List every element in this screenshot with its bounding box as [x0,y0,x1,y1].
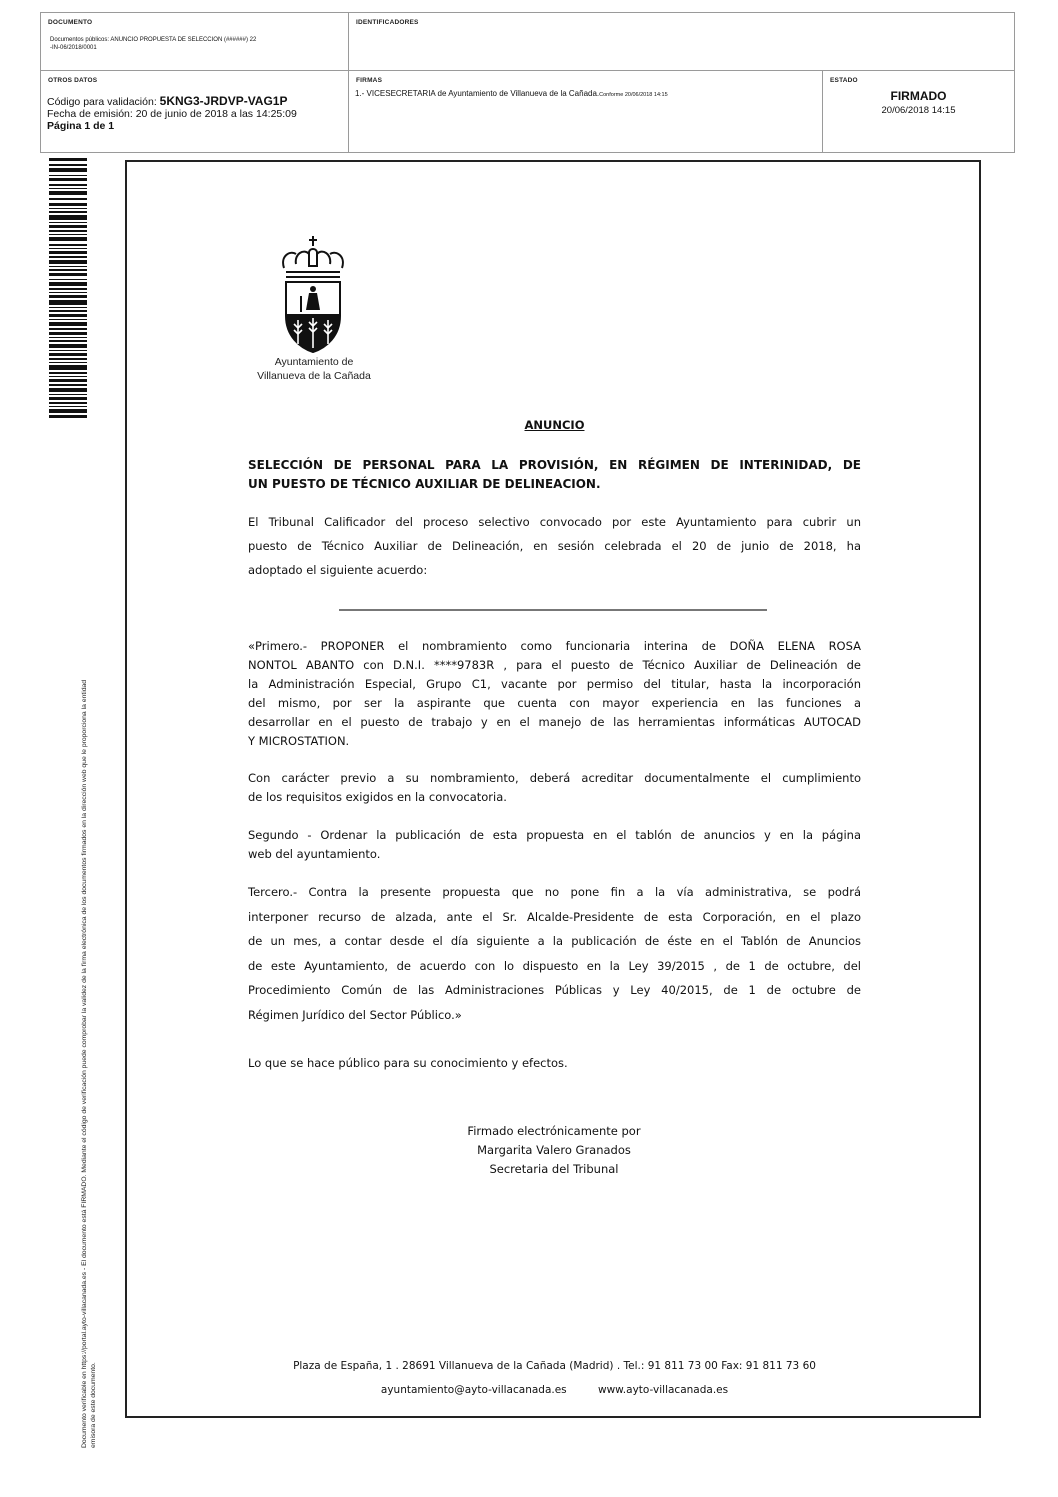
estado-cell [823,71,1014,152]
footer-web: www.ayto-villacanada.es [598,1384,729,1396]
codigo-value: 5KNG3-JRDVP-VAG1P [159,94,288,108]
paragraph-primero: «Primero.- PROPONER el nombramiento como funcionaria interina de DOÑA ELENA ROSA NONTOL ABANTO con D.N.I. ****9783R , para el puesto de Técnico Auxiliar de Delineación de la Administración Especial, Grupo C1, vacante por permiso del titular, hasta la incorporación del mismo, por ser la aspirante que cuenta con mayor experiencia en las funciones a desarrollar en el puesto de trabajo y en el manejo de las herramientas informáticas AUTOCAD Y MICROSTATION. [248,639,861,748]
pagina: Página 1 de 1 [47,120,115,132]
estado-date: 20/06/2018 14:15 [881,105,956,116]
estado-value: FIRMADO [890,89,947,103]
document-header [40,12,1015,153]
document-title: ANUNCIO [524,418,585,432]
signature-block: Firmado electrónicamente por Margarita Valero Granados Secretaria del Tribunal [467,1124,641,1176]
identificadores-cell [349,13,1014,71]
codigo-label: Código para validación: [47,96,157,108]
footer-contact [248,1384,861,1396]
footer-email: ayuntamiento@ayto-villacanada.es [380,1384,567,1396]
paragraph-tercero: Tercero.- Contra la presente propuesta que no pone fin a la vía administrativa, se podrá interponer recurso de alzada, ante el Sr. Alcalde-Presidente de esta Corporación, en el plazo de un mes, a contar desde el día siguiente a la publicación de éste en el Tablón de Anuncios de este Ayuntamiento, de acuerdo con lo dispuesto en la Ley 39/2015 , de 1 de octubre, del Procedimiento Común de las Administraciones Públicas y Ley 40/2015, de 1 de octubre de Régimen Jurídico del Sector Público.» [248,885,861,1022]
paragraph-segundo: Segundo - Ordenar la publicación de esta propuesta en el tablón de anuncios y en la página web del ayuntamiento. [248,828,861,861]
documento-cell [41,13,349,71]
paragraph-intro: El Tribunal Calificador del proceso selectivo convocado por este Ayuntamiento para cubrir un puesto de Técnico Auxiliar de Delineación, en sesión celebrada el 20 de junio de 2018, ha adoptado el siguiente acuerdo: [248,515,861,577]
logo-caption: Ayuntamiento de Villanueva de la Cañada [257,356,371,382]
otros-datos-label: OTROS DATOS [48,77,98,84]
firmas-cell [349,71,823,152]
coat-of-arms-logo [276,236,350,354]
documento-text: Documentos públicos: ANUNCIO PROPUESTA DE SELECCION (######) 22 -IN-06/2018/0001 [50,37,257,51]
footer-address: Plaza de España, 1 . 28691 Villanueva de la Cañada (Madrid) . Tel.: 91 811 73 00 Fax: 91 811 73 60 [293,1360,816,1372]
document-subtitle: SELECCIÓN DE PERSONAL PARA LA PROVISIÓN, EN RÉGIMEN DE INTERINIDAD, DE UN PUESTO DE TÉCNICO AUXILIAR DE DELINEACION. [248,458,861,491]
identificadores-label: IDENTIFICADORES [356,19,419,26]
documento-label: DOCUMENTO [48,19,93,26]
estado-label: ESTADO [830,77,858,84]
firmas-label: FIRMAS [356,77,383,84]
paragraph-requisitos: Con carácter previo a su nombramiento, deberá acreditar documentalmente el cumplimiento de los requisitos exigidos en la convocatoria. [248,771,861,804]
paragraph-closing: Lo que se hace público para su conocimiento y efectos. [248,1056,568,1070]
validation-info [47,95,297,132]
fecha-emision: Fecha de emisión: 20 de junio de 2018 a las 14:25:09 [47,108,297,120]
separator-line [339,609,767,611]
firmas-text: 1.- VICESECRETARIA de Ayuntamiento de Villanueva de la Cañada.Conforme 20/06/2018 14:15 [355,89,668,98]
barcode-image [49,158,87,418]
otros-datos-cell [41,71,349,152]
verification-sidenote: Documento verificable en https://portal.ayto-villacanada.es - El documento está FIRMADO. Mediante el código de verificación puede comprobar la validez de la firma electrónica de los documentos firmados en la dirección web que le proporciona la entidad emisora de este documento. [81,679,97,1448]
